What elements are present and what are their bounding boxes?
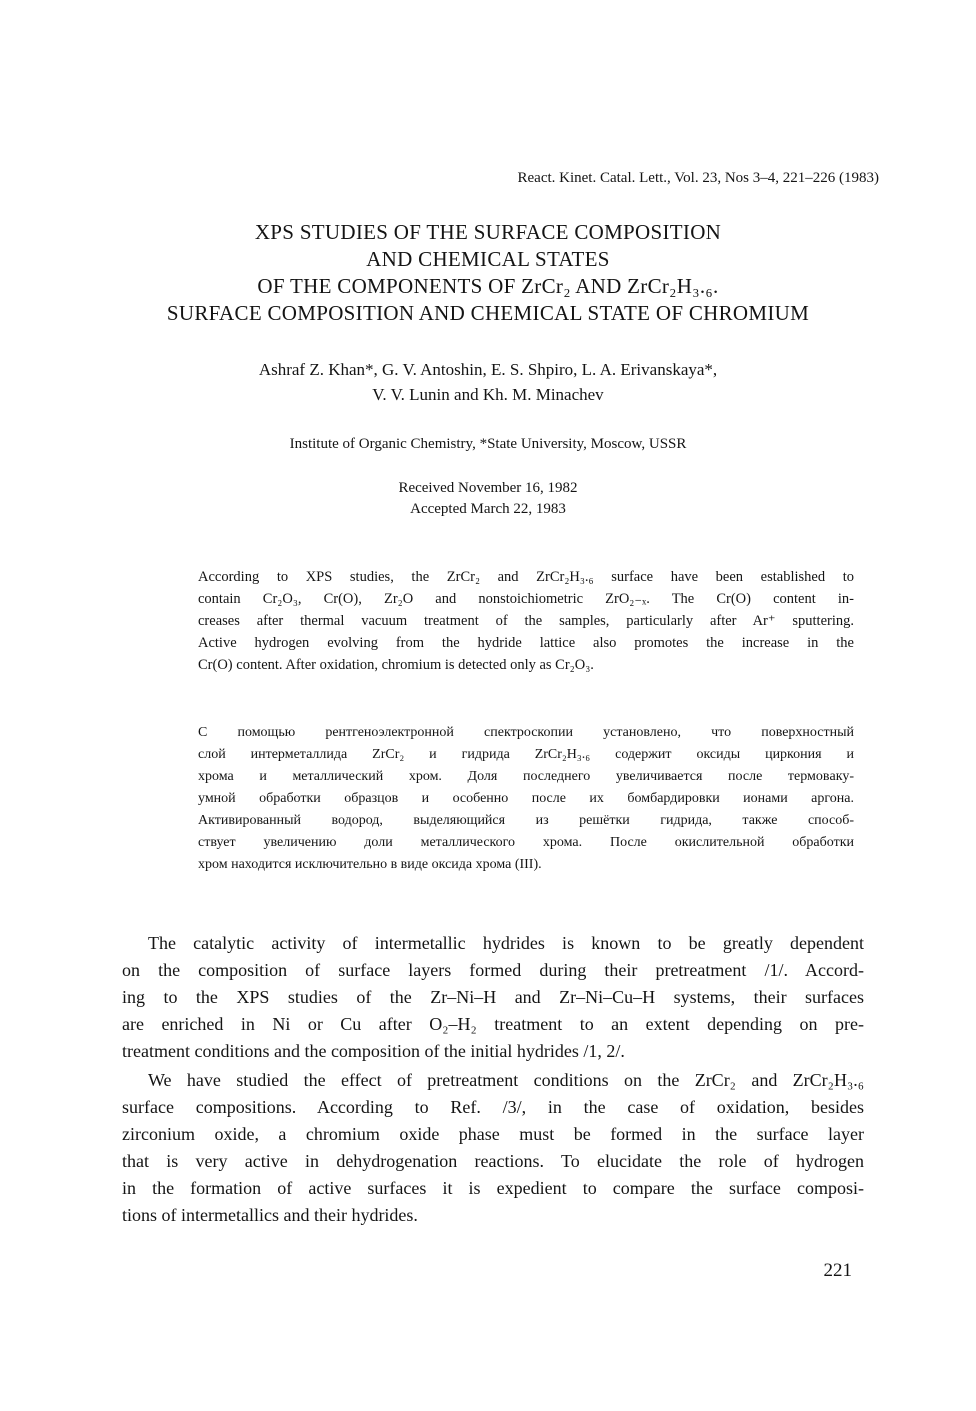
body-line: We have studied the effect of pretreatment conditions on the ZrCr₂ and ZrCr₂H₃.₆ [148, 1070, 864, 1090]
body-paragraph-1 [122, 930, 864, 1065]
abstract-line: хром находится исключительно в виде оксида хрома (III). [198, 857, 542, 872]
abstract-line: According to XPS studies, the ZrCr₂ and ZrCr₂H₃.₆ surface have been established to [198, 569, 854, 585]
abstract-line: creases after thermal vacuum treatment of the samples, particularly after Ar⁺ sputtering. [198, 613, 854, 629]
title-line: SURFACE COMPOSITION AND CHEMICAL STATE OF CHROMIUM [166, 301, 810, 325]
page-number: 221 [823, 1260, 852, 1281]
abstract-russian [198, 722, 854, 876]
abstract-line: хрома и металлический хром. Доля последнего увеличивается после термовaку- [198, 769, 854, 784]
body-line: are enriched in Ni or Cu after O₂–H₂ treatment to an extent depending on pre- [122, 1014, 864, 1034]
body-line: ing to the XPS studies of the Zr–Ni–H and Zr–Ni–Cu–H systems, their surfaces [122, 987, 864, 1007]
accepted-date: Accepted March 22, 1983 [410, 501, 566, 517]
paper-title [100, 219, 876, 327]
abstract-line: contain Cr₂O₃, Cr(O), Zr₂O and nonstoichiometric ZrO₂₋ₓ. The Cr(O) content in- [198, 591, 854, 607]
authors [100, 357, 876, 407]
body-line: treatment conditions and the composition of the initial hydrides /1, 2/. [122, 1041, 625, 1061]
title-line: XPS STUDIES OF THE SURFACE COMPOSITION [254, 220, 722, 244]
received-date: Received November 16, 1982 [398, 480, 578, 496]
body-paragraph-2 [122, 1067, 864, 1229]
body-line: that is very active in dehydrogenation reactions. To elucidate the role of hydrogen [122, 1151, 864, 1171]
title-line: OF THE COMPONENTS OF ZrCr₂ AND ZrCr₂H₃.₆. [257, 274, 719, 298]
abstract-line: ствует увеличению доли металлического хрома. После окислительной обработки [198, 835, 854, 850]
authors-line: V. V. Lunin and Kh. M. Minachev [372, 385, 604, 404]
abstract-line: Active hydrogen evolving from the hydride lattice also promotes the increase in the [198, 635, 854, 651]
abstract-line: С помощью рентгеноэлектронной спектроскопии установлено, что поверхностный [198, 725, 854, 740]
body-line: tions of intermetallics and their hydrides. [122, 1205, 418, 1225]
authors-line: Ashraf Z. Khan*, G. V. Antoshin, E. S. Shpiro, L. A. Erivanskaya*, [258, 360, 718, 379]
body-line: surface compositions. According to Ref. /3/, in the case of oxidation, besides [122, 1097, 864, 1117]
body-line: on the composition of surface layers formed during their pretreatment /1/. Accord- [122, 960, 864, 980]
abstract-line: Активированный водород, выделяющийся из решётки гидрида, также способ- [198, 813, 854, 828]
journal-reference: React. Kinet. Catal. Lett., Vol. 23, Nos 3–4, 221–226 (1983) [517, 170, 879, 186]
title-line: AND CHEMICAL STATES [366, 247, 610, 271]
abstract-line: Cr(O) content. After oxidation, chromium is detected only as Cr₂O₃. [198, 657, 594, 673]
body-line: The catalytic activity of intermetallic hydrides is known to be greatly dependent [148, 933, 864, 953]
body-line: in the formation of active surfaces it is expedient to compare the surface composi- [122, 1178, 864, 1198]
body-line: zirconium oxide, a chromium oxide phase must be formed in the surface layer [122, 1124, 864, 1144]
abstract-english [198, 566, 854, 676]
affiliation: Institute of Organic Chemistry, *State University, Moscow, USSR [289, 436, 687, 452]
abstract-line: слой интерметаллида ZrCr₂ и гидрида ZrCr₂H₃.₆ содержит оксиды циркония и [198, 747, 854, 762]
submission-dates [100, 478, 876, 520]
abstract-line: умной обработки образцов и особенно после их бомбардировки ионами аргона. [198, 791, 854, 806]
